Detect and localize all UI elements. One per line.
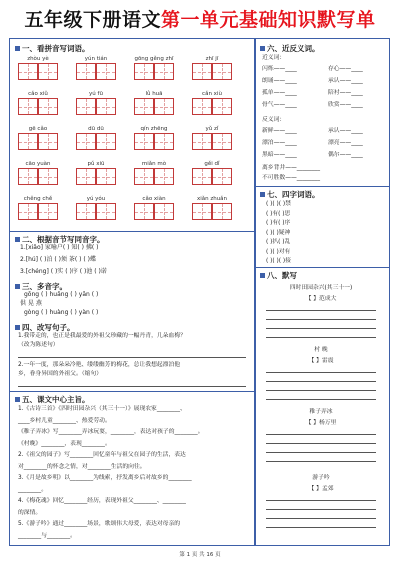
writing-box[interactable] bbox=[134, 133, 154, 150]
writing-box[interactable] bbox=[192, 133, 212, 150]
section6-heading: 六、近反义词。 bbox=[260, 43, 320, 54]
section2-heading: 二、根据音节写同音字。 bbox=[15, 234, 105, 245]
summary-line: 3.《月是故乡明》以________为线索，抒发离乡后对故乡的________ bbox=[18, 475, 192, 481]
poem-author: 【 】雷震 bbox=[308, 358, 334, 364]
pinyin-item bbox=[16, 90, 60, 115]
pinyin-item bbox=[16, 195, 60, 220]
pinyin-text: yǔ zǐ bbox=[205, 126, 219, 132]
pinyin-item bbox=[74, 55, 118, 80]
writing-box[interactable] bbox=[76, 63, 96, 80]
pinyin-text: miǎn mò bbox=[141, 161, 167, 167]
idiom-row: ( )( )( )接 bbox=[266, 258, 291, 264]
writing-box[interactable] bbox=[134, 98, 154, 115]
section1-heading: 一、看拼音写词语。 bbox=[15, 43, 90, 54]
rewrite-q1-instruction: （改为陈述句） bbox=[18, 342, 59, 348]
pinyin-item bbox=[132, 160, 176, 185]
writing-box[interactable] bbox=[18, 203, 38, 220]
writing-box[interactable] bbox=[18, 98, 38, 115]
pinyin-item bbox=[132, 55, 176, 80]
pinyin-text: yú yóu bbox=[86, 196, 106, 202]
synonym-item: 孤单——____ bbox=[262, 90, 297, 96]
synonym-label: 近义词： bbox=[262, 55, 286, 61]
writing-box[interactable] bbox=[38, 203, 58, 220]
pinyin-text: cǎn xiù bbox=[202, 91, 222, 97]
rewrite-q1: 1.我带走的，也正是我最爱的外祖父珍藏的一幅丹青，几朵血梅？ bbox=[18, 333, 186, 339]
title-part1: 五年级下册语文 bbox=[24, 9, 161, 31]
writing-box[interactable] bbox=[18, 168, 38, 185]
pinyin-item bbox=[74, 90, 118, 115]
pinyin-text: gōng gěng zhī bbox=[134, 56, 174, 62]
antonym-label: 反义词： bbox=[262, 117, 286, 123]
writing-box[interactable] bbox=[212, 63, 232, 80]
summary-line: 《村晚》________，表现________。 bbox=[18, 440, 111, 447]
summary-line: 4.《梅花魂》回忆________经历，表现外祖父________、________ bbox=[18, 498, 186, 504]
summary-line: 的深情。 bbox=[18, 509, 42, 516]
section-divider bbox=[256, 267, 390, 268]
answer-line bbox=[18, 386, 246, 387]
pinyin-text: yú fū bbox=[89, 91, 103, 97]
summary-line: 2.《祖父的园子》写________回忆童年与祖父在园子的生活，表达 bbox=[18, 452, 186, 458]
pinyin-item bbox=[190, 195, 234, 220]
section3-heading: 三、多音字。 bbox=[15, 281, 67, 292]
pinyin-text: xiǎn zhuǎn bbox=[196, 196, 228, 202]
pinyin-text: cǎo xiàn bbox=[142, 196, 166, 202]
pinyin-item bbox=[16, 160, 60, 185]
writing-box[interactable] bbox=[134, 63, 154, 80]
antonym-item: 新鲜——____ bbox=[262, 128, 297, 134]
writing-box[interactable] bbox=[192, 203, 212, 220]
pinyin-item bbox=[190, 90, 234, 115]
synonym-item: 欣赏——____ bbox=[328, 102, 363, 108]
pinyin-item bbox=[132, 195, 176, 220]
antonym-item: 承认——____ bbox=[328, 128, 363, 134]
pinyin-text: pǔ xiū bbox=[87, 161, 105, 167]
writing-box[interactable] bbox=[212, 203, 232, 220]
pinyin-item bbox=[16, 55, 60, 80]
pinyin-text: dū dū bbox=[88, 126, 104, 132]
polyphone-line-3: gòng ( ) huàng ( ) yàn ( ) bbox=[24, 309, 99, 316]
writing-box[interactable] bbox=[38, 168, 58, 185]
antonym-item: 漂亮——____ bbox=[328, 140, 363, 146]
pinyin-item bbox=[74, 195, 118, 220]
antonym-item: 漂泊——____ bbox=[262, 140, 297, 146]
homophone-row-1: 1.[xiǎo] 家喻户( ) 知( ) 拂( ) bbox=[20, 244, 99, 251]
section-divider bbox=[256, 186, 390, 187]
page-footer: 第 1 页 共 16 页 bbox=[179, 552, 221, 558]
writing-box[interactable] bbox=[18, 63, 38, 80]
section5-heading: 五、课文中心主旨。 bbox=[15, 394, 90, 405]
summary-line: 《稚子弄冰》写________弄冰玩耍，________，表达对孩子的________。 bbox=[18, 429, 204, 435]
pinyin-item bbox=[74, 160, 118, 185]
summary-line: 1.《古诗三首》《四时田园杂兴（其三十一）》展现农家________、 bbox=[18, 406, 186, 412]
pinyin-text: qín zhēng bbox=[140, 126, 168, 132]
pinyin-text: gē cǎo bbox=[28, 126, 48, 132]
writing-box[interactable] bbox=[96, 133, 116, 150]
idiom-row: ( )( )对有 bbox=[266, 248, 291, 255]
writing-box[interactable] bbox=[76, 133, 96, 150]
poem-2 bbox=[262, 344, 380, 400]
summary-line: ________。 bbox=[18, 486, 47, 493]
writing-box[interactable] bbox=[212, 98, 232, 115]
homophone-row-3: 3.[chéng] ( )实 ( )序 ( )池 ( )诺 bbox=[20, 268, 107, 275]
synonym-item: 骨气——____ bbox=[262, 102, 297, 108]
rewrite-q2: 2.一年一度，那朵朵冷艳、缕缕幽芳的梅花，总让我想起漂泊他 bbox=[18, 362, 181, 368]
writing-box[interactable] bbox=[134, 203, 154, 220]
rewrite-q2-instruction: 乡，眷身异国的外祖父。（缩句） bbox=[18, 371, 103, 377]
pinyin-item bbox=[74, 125, 118, 150]
idiom-row: ( )扒( )乱 bbox=[266, 239, 291, 245]
poem-author: 【 】范成大 bbox=[305, 296, 337, 302]
polyphone-line-2: 供 晃 燕 bbox=[20, 300, 42, 307]
section-divider bbox=[10, 391, 254, 392]
idiom-row: ( )( )疑神 bbox=[266, 229, 291, 236]
summary-line: 对________的怀念之情，对________生活的向往。 bbox=[18, 463, 146, 470]
writing-box[interactable] bbox=[192, 168, 212, 185]
writing-box[interactable] bbox=[18, 133, 38, 150]
writing-box[interactable] bbox=[76, 203, 96, 220]
writing-box[interactable] bbox=[96, 203, 116, 220]
idiom-row: ( )( )( )禁 bbox=[266, 201, 291, 207]
synonym-item: 陪衬——____ bbox=[328, 90, 363, 96]
writing-box[interactable] bbox=[154, 168, 174, 185]
writing-box[interactable] bbox=[38, 63, 58, 80]
pinyin-item bbox=[132, 125, 176, 150]
pinyin-text: zhī jī bbox=[205, 56, 219, 62]
writing-box[interactable] bbox=[76, 168, 96, 185]
poem-3 bbox=[262, 406, 380, 462]
writing-box[interactable] bbox=[192, 63, 212, 80]
answer-line bbox=[18, 357, 246, 358]
pinyin-item bbox=[132, 90, 176, 115]
section8-heading: 八、默写 bbox=[260, 270, 297, 281]
column-divider bbox=[254, 39, 256, 545]
pinyin-item bbox=[190, 160, 234, 185]
writing-box[interactable] bbox=[96, 168, 116, 185]
poem-4 bbox=[262, 472, 380, 528]
pinyin-item bbox=[190, 55, 234, 80]
pinyin-text: gěi dǐ bbox=[204, 161, 220, 167]
pinyin-text: chěng chě bbox=[23, 196, 53, 202]
section7-heading: 七、四字词语。 bbox=[260, 189, 320, 200]
idiom-row: ( )有( )思 bbox=[266, 210, 291, 217]
pinyin-text: cāo yuàn bbox=[25, 161, 51, 167]
poem-title: 四时田园杂兴(其三十一) bbox=[289, 285, 353, 291]
writing-box[interactable] bbox=[212, 168, 232, 185]
writing-box[interactable] bbox=[38, 133, 58, 150]
page-title bbox=[0, 6, 400, 34]
polyphone-line-1: gōng ( ) huǎng ( ) yān ( ) bbox=[24, 291, 99, 298]
title-part2: 第一单元基础知识默写单 bbox=[161, 9, 376, 31]
summary-line: ________与________。 bbox=[18, 532, 76, 539]
idiom-extra-2: 不可胜数——________ bbox=[262, 175, 320, 181]
pinyin-text: cǎo xiǔ bbox=[28, 91, 48, 97]
summary-line: 5.《游子吟》通过________场景，歌颂伟大母爱，表达对母亲的 bbox=[18, 521, 181, 527]
writing-box[interactable] bbox=[192, 98, 212, 115]
pinyin-item bbox=[190, 125, 234, 150]
section-divider bbox=[10, 231, 254, 232]
writing-box[interactable] bbox=[154, 98, 174, 115]
antonym-item: 偶尔——____ bbox=[328, 152, 363, 158]
idiom-row: ( )有( )序 bbox=[266, 220, 291, 226]
poem-author: 【 】杨万里 bbox=[305, 420, 337, 426]
pinyin-text: yún tián bbox=[84, 56, 108, 62]
synonym-item: 存心——____ bbox=[328, 66, 363, 72]
section4-heading: 四、改写句子。 bbox=[15, 322, 75, 333]
writing-box[interactable] bbox=[154, 63, 174, 80]
poem-1 bbox=[262, 282, 380, 338]
writing-box[interactable] bbox=[154, 133, 174, 150]
pinyin-text: lǜ huā bbox=[145, 91, 163, 97]
pinyin-item bbox=[16, 125, 60, 150]
writing-box[interactable] bbox=[134, 168, 154, 185]
poem-title: 游子吟 bbox=[312, 475, 330, 481]
idiom-extra-1: 离乡背井——________ bbox=[262, 165, 320, 171]
writing-box[interactable] bbox=[76, 98, 96, 115]
writing-box[interactable] bbox=[96, 98, 116, 115]
poem-title: 村 晚 bbox=[314, 347, 328, 353]
summary-line: ____乡村儿童________、热爱劳动。 bbox=[18, 417, 111, 424]
worksheet bbox=[9, 38, 390, 546]
writing-box[interactable] bbox=[154, 203, 174, 220]
writing-box[interactable] bbox=[212, 133, 232, 150]
synonym-item: 承认——____ bbox=[328, 78, 363, 84]
poem-author: 【 】孟郊 bbox=[308, 486, 334, 492]
synonym-item: 朗诵——____ bbox=[262, 78, 297, 84]
antonym-item: 黑暗——____ bbox=[262, 152, 297, 158]
writing-box[interactable] bbox=[96, 63, 116, 80]
writing-box[interactable] bbox=[38, 98, 58, 115]
poem-title: 稚子弄冰 bbox=[309, 409, 333, 415]
synonym-item: 闪烁——____ bbox=[262, 66, 297, 72]
homophone-row-2: 2.[hú] ( )泊 ( )须 茶( ) ( )蝶 bbox=[20, 256, 96, 263]
pinyin-text: zhòu yè bbox=[27, 56, 49, 62]
